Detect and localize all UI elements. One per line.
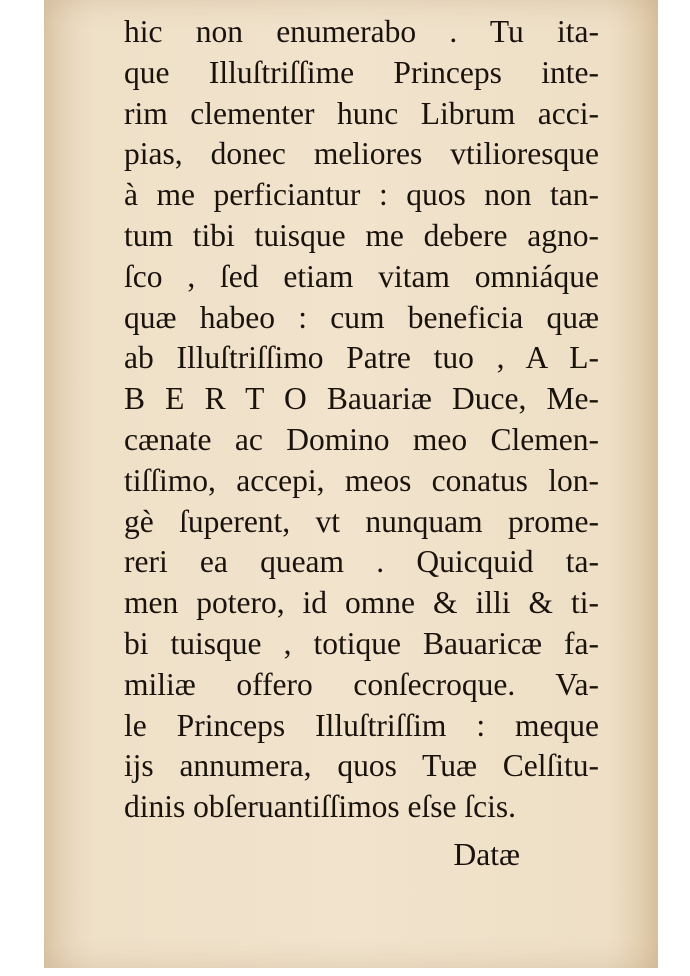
- text-line: hic non enumerabo . Tu ita‑: [124, 14, 599, 49]
- page-text-block: [124, 12, 599, 828]
- text-line: gè ſuperent, vt nunquam prome‑: [124, 503, 599, 539]
- text-line: dinis obſeruantiſſimos eſse ſcis.: [124, 789, 516, 825]
- text-line: cænate ac Domino meo Clemen‑: [124, 421, 599, 457]
- catchword: Datæ: [453, 837, 520, 872]
- text-line: le Princeps Illuſtriſſim : meque: [124, 707, 599, 743]
- text-line: bi tuisque , totique Bauaricæ fa‑: [124, 625, 599, 661]
- text-line: tum tibi tuisque me debere agno‑: [124, 217, 599, 253]
- text-line: quæ habeo : cum beneficia quæ: [124, 299, 599, 335]
- text-line: pias, donec meliores vtilioresque: [124, 136, 599, 172]
- text-line: tiſſimo, accepi, meos conatus lon‑: [124, 462, 599, 498]
- text-line: ĳs annumera, quos Tuæ Celſitu‑: [124, 748, 599, 784]
- text-line: ab Illuſtriſſimo Patre tuo , A L‑: [124, 340, 599, 376]
- text-line: à me perficiantur : quos non tan‑: [124, 177, 599, 213]
- book-page: [44, 0, 658, 968]
- text-line: miliæ offero conſecroque. Va‑: [124, 666, 599, 702]
- text-line: B E R T O Bauariæ Duce, Me‑: [124, 381, 599, 417]
- text-line: rim clementer hunc Librum acci‑: [124, 95, 599, 131]
- text-line: men potero, id omne & illi & ti‑: [124, 585, 599, 621]
- text-line: reri ea queam . Quicquid ta‑: [124, 544, 599, 580]
- text-line: que Illuſtriſſime Princeps inte‑: [124, 54, 599, 90]
- text-line: ſco , ſed etiam vitam omniáque: [124, 258, 599, 294]
